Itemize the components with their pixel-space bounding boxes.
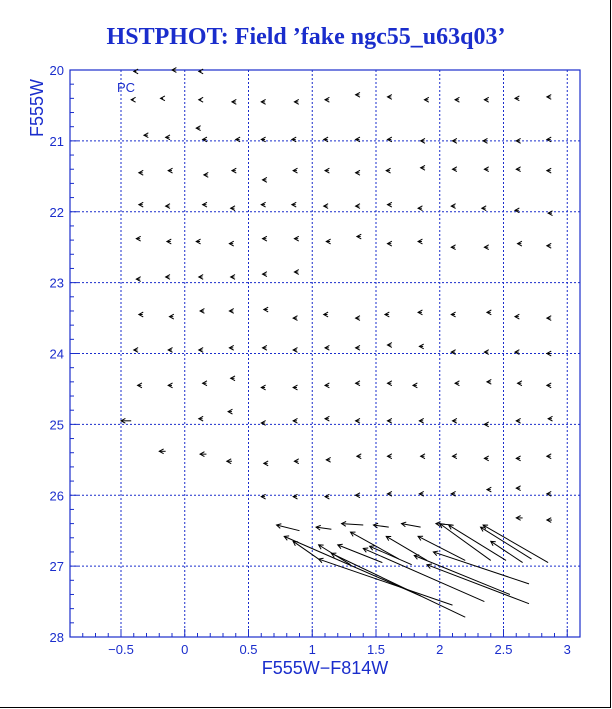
vector-arrow [356, 170, 360, 175]
vector-arrow [159, 449, 165, 454]
vector-arrow [516, 456, 520, 461]
vector-shaft [481, 527, 532, 559]
vector-arrow [229, 309, 233, 314]
vector-arrow [293, 494, 297, 499]
vector-arrow [261, 99, 265, 104]
vector-markers [121, 68, 553, 618]
vector-arrow [547, 243, 551, 248]
vector-arrow [325, 494, 329, 499]
vector-arrow [294, 236, 298, 241]
vector-arrow [166, 275, 170, 280]
vector-arrow [547, 351, 551, 356]
vector-arrow [199, 348, 203, 353]
y-tick-label: 21 [49, 133, 64, 149]
vector-arrow [326, 457, 330, 462]
vector-arrow [387, 418, 391, 423]
vector-arrow [263, 272, 267, 277]
vector-shaft [319, 559, 453, 605]
vector-arrow [232, 99, 236, 104]
vector-arrow [356, 493, 360, 498]
vector-arrow [166, 204, 170, 209]
vector-arrow [199, 97, 203, 102]
vector-arrow [491, 541, 523, 562]
vector-arrow [356, 137, 360, 142]
vector-arrow [548, 416, 552, 421]
vector-shaft [449, 525, 506, 560]
vector-arrow [161, 96, 165, 101]
vector-arrow [451, 245, 455, 250]
vector-arrow [172, 68, 176, 73]
vector-arrow [325, 345, 329, 350]
vector-arrow [418, 239, 422, 244]
vector-arrow [387, 95, 391, 100]
vector-arrow [294, 270, 298, 275]
vector-arrow [548, 211, 552, 216]
vector-arrow [264, 461, 268, 466]
vector-arrow [263, 236, 267, 241]
vector-arrow [293, 168, 297, 173]
vector-arrow [293, 385, 297, 390]
vector-arrow [342, 521, 364, 526]
vector-arrow [293, 348, 297, 353]
vector-arrow [196, 126, 200, 131]
vector-arrow [484, 456, 488, 461]
vector-arrow [357, 454, 361, 459]
x-tick-label: −0.5 [108, 642, 134, 657]
vector-arrow [263, 345, 267, 350]
vector-arrow [136, 236, 140, 241]
vector-arrow [326, 239, 330, 244]
vector-arrow [547, 383, 551, 388]
vector-arrow [387, 343, 391, 348]
vector-arrow [356, 316, 360, 321]
vector-arrow [421, 165, 425, 170]
vector-arrow [421, 138, 425, 143]
vector-arrow [356, 345, 360, 350]
vector-arrow [427, 564, 529, 604]
vector-arrow [483, 138, 487, 143]
vector-arrow [547, 518, 552, 523]
vector-arrow [166, 135, 170, 140]
vector-arrow [169, 314, 173, 319]
vector-arrow [547, 95, 551, 100]
vector-arrow [418, 536, 465, 560]
x-tick-label: 0 [181, 642, 189, 657]
vector-arrow [316, 525, 331, 530]
vector-arrow [139, 312, 143, 317]
vector-arrow [261, 385, 265, 390]
vector-arrow [324, 204, 328, 209]
vector-arrow [453, 167, 457, 172]
vector-arrow [516, 167, 520, 172]
vector-arrow [449, 525, 506, 560]
y-tick-label: 23 [49, 275, 64, 291]
vector-arrow [167, 239, 171, 244]
vector-arrow [139, 202, 143, 207]
vector-arrow [487, 487, 491, 492]
vector-arrow [481, 527, 532, 559]
vector-arrow [484, 422, 488, 427]
vector-arrow [487, 379, 491, 384]
vector-arrow [451, 312, 455, 317]
vector-arrow [414, 555, 510, 595]
vector-arrow [292, 202, 296, 207]
vector-arrow [385, 312, 389, 317]
vector-arrow [294, 459, 298, 464]
vector-arrow [144, 133, 148, 138]
vector-arrow [196, 239, 200, 244]
vector-arrow [293, 418, 297, 423]
vector-arrow [387, 491, 391, 496]
vector-arrow [261, 494, 265, 499]
vector-arrow [203, 381, 207, 386]
vector-shaft [483, 525, 548, 563]
vector-arrow [455, 381, 459, 386]
vector-arrow [227, 459, 232, 464]
vector-arrow [413, 383, 417, 388]
vector-arrow [484, 97, 488, 102]
vector-arrow [363, 548, 484, 602]
x-tick-label: 2.5 [494, 642, 513, 657]
vector-shaft [491, 541, 523, 562]
vector-shaft [427, 565, 529, 604]
vector-arrow [518, 381, 522, 386]
vector-arrow [351, 532, 399, 559]
vector-arrow [228, 409, 232, 414]
y-tick-labels [50, 63, 64, 645]
vector-shaft [342, 524, 364, 525]
vector-arrow [373, 523, 388, 528]
vector-shaft [363, 548, 484, 601]
vector-arrow [200, 309, 204, 314]
vector-arrow [121, 418, 131, 423]
vector-arrow [387, 202, 391, 207]
y-tick-label: 28 [49, 630, 64, 645]
y-tick-label: 26 [49, 488, 64, 504]
vector-arrow [325, 416, 329, 421]
y-tick-label: 20 [49, 63, 64, 78]
vector-arrow [424, 97, 428, 102]
y-tick-label: 25 [49, 417, 64, 433]
vector-arrow [231, 206, 235, 211]
vector-arrow [357, 234, 361, 239]
vector-arrow [200, 452, 206, 457]
vector-arrow [516, 138, 520, 143]
vector-arrow [433, 551, 529, 584]
vector-arrow [263, 177, 267, 182]
vector-arrow [484, 167, 488, 172]
vector-arrow [356, 381, 360, 386]
vector-arrow [487, 310, 491, 315]
vector-arrow [518, 241, 522, 246]
vector-arrow [277, 524, 300, 531]
vector-arrow [418, 310, 422, 315]
x-tick-label: 0.5 [239, 642, 258, 657]
vector-arrow [547, 454, 551, 459]
vector-arrow [294, 99, 298, 104]
x-tick-label: 3 [563, 642, 571, 657]
vector-arrow [516, 486, 520, 491]
vector-shaft [351, 532, 399, 559]
x-tick-label: 1 [308, 642, 316, 657]
vector-arrow [292, 137, 296, 142]
vector-arrow [419, 418, 423, 423]
vector-arrow [356, 92, 360, 97]
vector-shaft [284, 536, 420, 596]
vector-arrow [261, 137, 265, 142]
vector-arrow [331, 553, 465, 617]
vector-arrow [168, 168, 172, 173]
x-tick-labels [108, 642, 571, 657]
vector-arrow [229, 241, 233, 246]
vector-arrow [231, 275, 235, 280]
vector-arrow [387, 381, 391, 386]
vector-arrow [455, 97, 459, 102]
vector-shaft [418, 536, 465, 560]
vector-arrow [453, 418, 457, 423]
vector-arrow [419, 491, 423, 496]
vector-shaft [331, 553, 465, 617]
vector-arrow [199, 275, 203, 280]
y-tick-label: 27 [49, 559, 64, 575]
vector-arrow [453, 454, 457, 459]
vector-arrow [204, 172, 208, 177]
y-axis-label: F555W [27, 78, 47, 138]
vector-arrow [168, 383, 172, 388]
vector-arrow [484, 350, 488, 355]
chart-title: HSTPHOT: Field ’fake ngc55_u63q03’ [106, 24, 506, 50]
vector-arrow [402, 522, 421, 527]
vector-arrow [236, 137, 240, 142]
vector-arrow [264, 307, 268, 312]
vector-arrow [138, 383, 142, 388]
vector-arrow [136, 277, 140, 282]
x-tick-label: 2 [436, 642, 444, 657]
vector-arrow [482, 206, 486, 211]
x-axis-label: F555W−F814W [261, 658, 389, 678]
vector-arrow [324, 312, 328, 317]
vector-arrow [232, 168, 236, 173]
vector-arrow [419, 344, 423, 349]
vector-arrow [484, 245, 488, 250]
vector-arrow [516, 516, 522, 521]
vector-arrow [453, 138, 457, 143]
vector-arrow [229, 345, 233, 350]
vector-arrow [515, 96, 519, 101]
vector-arrow [547, 316, 551, 321]
vector-arrow [387, 241, 391, 246]
vector-arrow [293, 316, 297, 321]
vector-arrow [261, 202, 265, 207]
vector-arrow [261, 421, 265, 426]
vector-arrow [387, 137, 391, 142]
vector-arrow [515, 314, 519, 319]
vector-arrow [199, 416, 203, 421]
vector-arrow [356, 204, 360, 209]
vector-arrow [387, 454, 391, 459]
vector-arrow [319, 558, 453, 605]
vector-arrow [418, 206, 422, 211]
chip-annotation: PC [117, 80, 136, 95]
vector-arrow [134, 348, 138, 353]
vector-arrow [325, 383, 329, 388]
vector-arrow [451, 204, 455, 209]
vector-arrow [231, 376, 235, 381]
vector-arrow [203, 202, 207, 207]
vector-arrow [324, 137, 328, 142]
vector-arrow [356, 418, 360, 423]
y-tick-label: 22 [49, 204, 64, 220]
y-tick-label: 24 [49, 346, 64, 362]
vector-arrow [547, 168, 551, 173]
vector-arrow [325, 97, 329, 102]
vector-arrow [325, 168, 329, 173]
vector-arrow [139, 170, 143, 175]
vector-arrow [386, 168, 390, 173]
x-tick-label: 1.5 [366, 642, 386, 657]
grid-lines [70, 70, 580, 637]
vector-arrow [168, 348, 172, 353]
vector-arrow [421, 454, 425, 459]
vector-arrow [516, 418, 520, 423]
vector-arrow [131, 97, 135, 102]
vector-arrow [483, 525, 548, 563]
